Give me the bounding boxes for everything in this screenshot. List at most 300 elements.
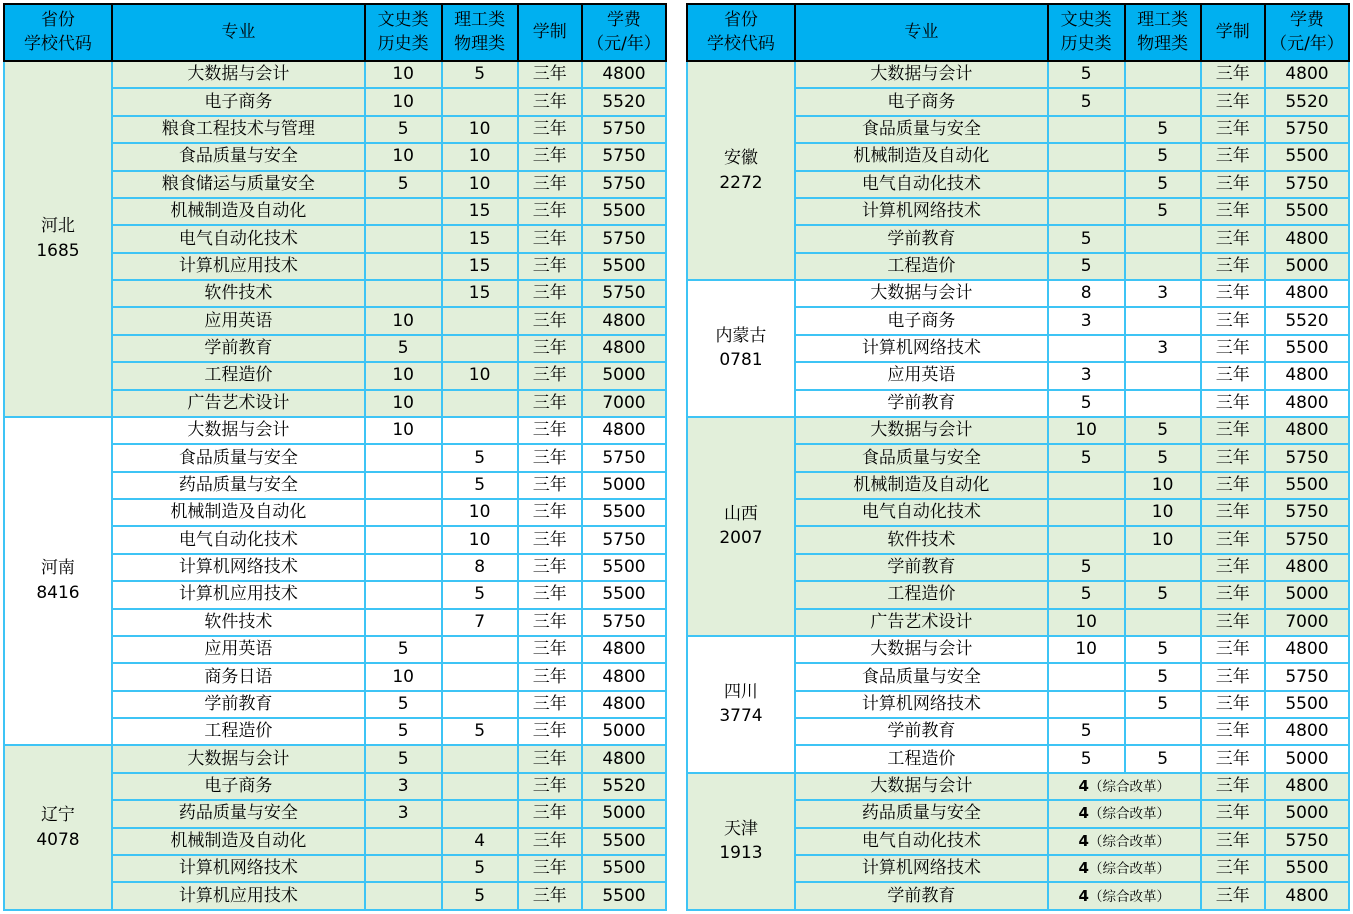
- cell-arts: [365, 198, 442, 225]
- merged-plan-count: 4: [1078, 777, 1089, 796]
- cell-arts: [1048, 171, 1125, 198]
- header-cell-province: [687, 4, 795, 61]
- cell-science: [1125, 88, 1201, 115]
- cell-major: 机械制造及自动化: [112, 198, 365, 225]
- province-name: 安徽: [723, 147, 758, 168]
- cell-science: [442, 390, 518, 417]
- cell-tuition: 5500: [1265, 472, 1349, 499]
- cell-major: 计算机网络技术: [112, 855, 365, 882]
- cell-major: 食品质量与安全: [795, 663, 1048, 690]
- cell-science: [1125, 61, 1201, 88]
- cell-arts: 3: [1048, 362, 1125, 389]
- cell-science: [442, 745, 518, 772]
- cell-major: 学前教育: [795, 390, 1048, 417]
- cell-tuition: 5500: [1265, 335, 1349, 362]
- cell-major: 工程造价: [795, 253, 1048, 280]
- cell-tuition: 4800: [1265, 362, 1349, 389]
- cell-arts: [365, 882, 442, 910]
- cell-major: 药品质量与安全: [112, 472, 365, 499]
- school-code: 1913: [719, 843, 763, 864]
- cell-tuition: 5500: [582, 581, 666, 608]
- cell-duration: 三年: [1201, 198, 1265, 225]
- cell-major: 计算机应用技术: [112, 882, 365, 910]
- cell-duration: 三年: [1201, 88, 1265, 115]
- school-code: 3774: [719, 706, 763, 727]
- cell-arts-science-merged: [1048, 800, 1201, 827]
- cell-arts: [1048, 526, 1125, 553]
- cell-tuition: 4800: [1265, 280, 1349, 307]
- cell-duration: 三年: [1201, 691, 1265, 718]
- cell-tuition: 5000: [1265, 253, 1349, 280]
- cell-tuition: 5500: [1265, 143, 1349, 170]
- cell-duration: 三年: [1201, 116, 1265, 143]
- cell-science: [442, 636, 518, 663]
- cell-duration: 三年: [518, 362, 582, 389]
- cell-arts: [365, 444, 442, 471]
- header-tuition-line1: 学费: [1289, 9, 1324, 30]
- cell-tuition: 4800: [1265, 390, 1349, 417]
- cell-major: 食品质量与安全: [795, 116, 1048, 143]
- cell-arts: 10: [1048, 609, 1125, 636]
- cell-science: 5: [442, 855, 518, 882]
- cell-duration: 三年: [518, 444, 582, 471]
- cell-arts: [365, 499, 442, 526]
- header-science-line2: 物理类: [454, 33, 506, 54]
- cell-province: [4, 745, 112, 910]
- cell-arts: 10: [1048, 636, 1125, 663]
- cell-duration: 三年: [518, 636, 582, 663]
- cell-duration: 三年: [518, 390, 582, 417]
- cell-major: 计算机应用技术: [112, 253, 365, 280]
- merged-plan-count: 4: [1078, 831, 1089, 850]
- cell-duration: 三年: [1201, 225, 1265, 252]
- cell-major: 电子商务: [112, 88, 365, 115]
- cell-major: 机械制造及自动化: [112, 828, 365, 855]
- cell-major: 工程造价: [795, 581, 1048, 608]
- cell-tuition: 5000: [1265, 745, 1349, 772]
- header-cell-province: [4, 4, 112, 61]
- cell-arts-science-merged: [1048, 773, 1201, 800]
- cell-arts: 5: [1048, 390, 1125, 417]
- cell-duration: 三年: [518, 171, 582, 198]
- cell-duration: 三年: [1201, 143, 1265, 170]
- cell-arts: [365, 253, 442, 280]
- cell-tuition: 5750: [1265, 116, 1349, 143]
- cell-arts: [1048, 663, 1125, 690]
- cell-arts: 5: [1048, 61, 1125, 88]
- cell-duration: 三年: [518, 855, 582, 882]
- header-cell-duration: 学制: [518, 4, 582, 61]
- cell-science: 15: [442, 253, 518, 280]
- cell-duration: 三年: [518, 745, 582, 772]
- cell-science: 8: [442, 554, 518, 581]
- cell-arts: 10: [365, 390, 442, 417]
- cell-tuition: 5520: [582, 88, 666, 115]
- cell-arts: 5: [365, 171, 442, 198]
- merged-plan-note: （综合改革）: [1088, 806, 1170, 823]
- cell-tuition: 5500: [582, 828, 666, 855]
- cell-arts: [1048, 198, 1125, 225]
- cell-arts: 5: [1048, 225, 1125, 252]
- header-arts-line1: 文史类: [377, 9, 429, 30]
- header-tuition-line2: （元/年）: [1270, 33, 1344, 54]
- cell-science: [1125, 390, 1201, 417]
- table-row: [687, 636, 1349, 663]
- cell-science: 5: [442, 718, 518, 745]
- header-cell-tuition: [582, 4, 666, 61]
- table-row: [4, 417, 666, 444]
- cell-duration: 三年: [1201, 171, 1265, 198]
- school-code: 1685: [36, 240, 80, 261]
- cell-major: 粮食储运与质量安全: [112, 171, 365, 198]
- cell-duration: 三年: [518, 116, 582, 143]
- cell-arts: 5: [365, 335, 442, 362]
- cell-science: [442, 88, 518, 115]
- cell-duration: 三年: [1201, 554, 1265, 581]
- cell-science: [1125, 253, 1201, 280]
- cell-tuition: 7000: [1265, 609, 1349, 636]
- cell-major: 学前教育: [795, 718, 1048, 745]
- cell-arts: [1048, 472, 1125, 499]
- cell-science: 5: [442, 882, 518, 910]
- cell-duration: 三年: [518, 581, 582, 608]
- cell-science: 15: [442, 198, 518, 225]
- cell-tuition: 7000: [582, 390, 666, 417]
- cell-science: 5: [1125, 636, 1201, 663]
- cell-tuition: 5750: [582, 444, 666, 471]
- cell-duration: 三年: [518, 335, 582, 362]
- cell-arts: [365, 609, 442, 636]
- cell-duration: 三年: [1201, 253, 1265, 280]
- cell-major: 大数据与会计: [795, 636, 1048, 663]
- header-tuition-line2: （元/年）: [587, 33, 661, 54]
- cell-science: 3: [1125, 335, 1201, 362]
- cell-tuition: 4800: [582, 417, 666, 444]
- cell-major: 电子商务: [112, 773, 365, 800]
- cell-major: 大数据与会计: [112, 417, 365, 444]
- cell-major: 应用英语: [112, 636, 365, 663]
- cell-major: 粮食工程技术与管理: [112, 116, 365, 143]
- cell-tuition: 4800: [1265, 61, 1349, 88]
- cell-tuition: 5500: [1265, 198, 1349, 225]
- cell-science: 10: [1125, 499, 1201, 526]
- cell-tuition: 5750: [582, 143, 666, 170]
- table-row: [687, 773, 1349, 800]
- cell-tuition: 5750: [1265, 828, 1349, 855]
- cell-science: 5: [1125, 116, 1201, 143]
- cell-science: [442, 773, 518, 800]
- cell-science: 15: [442, 225, 518, 252]
- province-name: 内蒙古: [715, 325, 767, 346]
- cell-major: 学前教育: [112, 335, 365, 362]
- cell-arts: 10: [365, 88, 442, 115]
- cell-arts: 5: [365, 718, 442, 745]
- cell-tuition: 4800: [1265, 636, 1349, 663]
- cell-science: 10: [1125, 526, 1201, 553]
- cell-arts: 10: [365, 663, 442, 690]
- table-row: [4, 61, 666, 88]
- table-row: [687, 280, 1349, 307]
- cell-science: 3: [1125, 280, 1201, 307]
- cell-duration: 三年: [518, 718, 582, 745]
- cell-major: 计算机网络技术: [795, 198, 1048, 225]
- cell-duration: 三年: [1201, 472, 1265, 499]
- cell-science: 5: [1125, 581, 1201, 608]
- cell-tuition: 4800: [1265, 882, 1349, 910]
- school-code: 2272: [719, 172, 763, 193]
- cell-science: [1125, 609, 1201, 636]
- cell-science: 5: [442, 61, 518, 88]
- cell-major: 电气自动化技术: [112, 225, 365, 252]
- cell-major: 机械制造及自动化: [112, 499, 365, 526]
- cell-province: [687, 417, 795, 636]
- cell-tuition: 5500: [582, 499, 666, 526]
- cell-arts: 10: [365, 61, 442, 88]
- cell-duration: 三年: [518, 554, 582, 581]
- cell-tuition: 5000: [1265, 581, 1349, 608]
- cell-arts-science-merged: [1048, 855, 1201, 882]
- merged-plan-count: 4: [1078, 886, 1089, 905]
- cell-science: [1125, 362, 1201, 389]
- cell-science: [442, 307, 518, 334]
- cell-tuition: 4800: [582, 335, 666, 362]
- header-arts-line2: 历史类: [377, 33, 429, 54]
- header-science-line2: 物理类: [1137, 33, 1189, 54]
- cell-major: 工程造价: [112, 362, 365, 389]
- merged-plan-note: （综合改革）: [1088, 779, 1170, 796]
- cell-major: 计算机网络技术: [795, 691, 1048, 718]
- cell-province: [687, 636, 795, 773]
- merged-plan-note: （综合改革）: [1088, 833, 1170, 850]
- cell-tuition: 4800: [1265, 225, 1349, 252]
- merged-plan-count: 4: [1078, 859, 1089, 878]
- cell-science: [442, 663, 518, 690]
- cell-duration: 三年: [518, 253, 582, 280]
- cell-science: [442, 417, 518, 444]
- cell-tuition: 5520: [1265, 88, 1349, 115]
- cell-science: 5: [1125, 444, 1201, 471]
- merged-plan-count: 4: [1078, 804, 1089, 823]
- cell-major: 学前教育: [795, 554, 1048, 581]
- cell-major: 食品质量与安全: [112, 444, 365, 471]
- cell-major: 软件技术: [112, 280, 365, 307]
- cell-tuition: 5750: [1265, 444, 1349, 471]
- cell-arts: 10: [365, 307, 442, 334]
- cell-arts: 5: [1048, 444, 1125, 471]
- province-name: 天津: [723, 818, 758, 839]
- cell-major: 电气自动化技术: [112, 526, 365, 553]
- province-name: 河北: [40, 216, 75, 237]
- table-row: [4, 745, 666, 772]
- cell-tuition: 5000: [582, 472, 666, 499]
- cell-arts: [365, 581, 442, 608]
- cell-tuition: 4800: [582, 636, 666, 663]
- cell-tuition: 4800: [582, 61, 666, 88]
- cell-arts: 5: [1048, 581, 1125, 608]
- cell-major: 大数据与会计: [795, 61, 1048, 88]
- cell-tuition: 5500: [1265, 855, 1349, 882]
- cell-province: [687, 61, 795, 280]
- cell-tuition: 5000: [582, 800, 666, 827]
- cell-duration: 三年: [518, 417, 582, 444]
- admission-table-left: [3, 3, 667, 911]
- table-row: [687, 61, 1349, 88]
- cell-duration: 三年: [518, 61, 582, 88]
- cell-duration: 三年: [518, 773, 582, 800]
- header-cell-duration: 学制: [1201, 4, 1265, 61]
- cell-major: 商务日语: [112, 663, 365, 690]
- cell-arts: 10: [365, 143, 442, 170]
- header-province-line1: 省份: [40, 9, 75, 30]
- province-name: 河南: [40, 558, 75, 579]
- cell-science: 5: [1125, 745, 1201, 772]
- cell-tuition: 5750: [1265, 526, 1349, 553]
- cell-arts: 5: [365, 745, 442, 772]
- cell-tuition: 5000: [582, 362, 666, 389]
- table-body-left: [4, 61, 666, 910]
- header-cell-arts: [1048, 4, 1125, 61]
- cell-duration: 三年: [1201, 61, 1265, 88]
- cell-arts: [365, 828, 442, 855]
- cell-arts: 5: [1048, 554, 1125, 581]
- cell-major: 计算机应用技术: [112, 581, 365, 608]
- cell-province: [687, 773, 795, 910]
- cell-duration: 三年: [518, 609, 582, 636]
- cell-arts: 8: [1048, 280, 1125, 307]
- cell-major: 大数据与会计: [112, 61, 365, 88]
- cell-major: 电气自动化技术: [795, 828, 1048, 855]
- cell-science: 10: [442, 499, 518, 526]
- cell-major: 食品质量与安全: [112, 143, 365, 170]
- header-cell-arts: [365, 4, 442, 61]
- cell-science: 5: [1125, 198, 1201, 225]
- cell-tuition: 4800: [1265, 417, 1349, 444]
- cell-duration: 三年: [1201, 417, 1265, 444]
- cell-arts: [1048, 335, 1125, 362]
- cell-duration: 三年: [1201, 855, 1265, 882]
- province-name: 四川: [723, 681, 758, 702]
- cell-duration: 三年: [1201, 800, 1265, 827]
- cell-arts: 5: [365, 636, 442, 663]
- cell-major: 计算机网络技术: [112, 554, 365, 581]
- cell-major: 大数据与会计: [795, 417, 1048, 444]
- cell-duration: 三年: [1201, 499, 1265, 526]
- cell-arts-science-merged: [1048, 882, 1201, 910]
- cell-major: 应用英语: [795, 362, 1048, 389]
- header-tuition-line1: 学费: [606, 9, 641, 30]
- school-code: 4078: [36, 829, 80, 850]
- cell-major: 计算机网络技术: [795, 855, 1048, 882]
- cell-duration: 三年: [518, 828, 582, 855]
- cell-major: 药品质量与安全: [795, 800, 1048, 827]
- cell-province: [687, 280, 795, 417]
- cell-arts: 10: [365, 362, 442, 389]
- header-province-line2: 学校代码: [706, 33, 775, 54]
- header-cell-major: 专业: [795, 4, 1048, 61]
- cell-arts: 5: [1048, 88, 1125, 115]
- cell-science: [1125, 307, 1201, 334]
- cell-tuition: 5500: [582, 554, 666, 581]
- cell-arts: [365, 526, 442, 553]
- cell-duration: 三年: [1201, 390, 1265, 417]
- cell-arts: 10: [1048, 417, 1125, 444]
- cell-tuition: 5500: [582, 882, 666, 910]
- cell-science: [442, 691, 518, 718]
- cell-science: 10: [1125, 472, 1201, 499]
- cell-duration: 三年: [518, 691, 582, 718]
- cell-arts: 5: [365, 691, 442, 718]
- header-row: [687, 4, 1349, 61]
- cell-major: 学前教育: [795, 225, 1048, 252]
- cell-major: 学前教育: [795, 882, 1048, 910]
- cell-tuition: 5500: [582, 198, 666, 225]
- header-arts-line2: 历史类: [1060, 33, 1112, 54]
- cell-science: 5: [442, 581, 518, 608]
- cell-arts: [365, 855, 442, 882]
- cell-arts: 5: [365, 116, 442, 143]
- cell-duration: 三年: [518, 225, 582, 252]
- cell-tuition: 5520: [1265, 307, 1349, 334]
- cell-arts: [365, 472, 442, 499]
- cell-major: 广告艺术设计: [112, 390, 365, 417]
- cell-major: 工程造价: [112, 718, 365, 745]
- header-cell-science: [1125, 4, 1201, 61]
- cell-major: 应用英语: [112, 307, 365, 334]
- cell-major: 机械制造及自动化: [795, 143, 1048, 170]
- cell-science: 5: [1125, 417, 1201, 444]
- cell-tuition: 4800: [1265, 718, 1349, 745]
- admission-table-right: [686, 3, 1350, 911]
- cell-duration: 三年: [1201, 609, 1265, 636]
- cell-duration: 三年: [1201, 636, 1265, 663]
- cell-tuition: 4800: [582, 691, 666, 718]
- cell-major: 软件技术: [112, 609, 365, 636]
- cell-major: 食品质量与安全: [795, 444, 1048, 471]
- cell-arts: 3: [365, 773, 442, 800]
- cell-science: 5: [442, 444, 518, 471]
- cell-province: [4, 417, 112, 746]
- cell-science: 5: [1125, 663, 1201, 690]
- cell-arts-science-merged: [1048, 828, 1201, 855]
- cell-tuition: 5750: [582, 609, 666, 636]
- cell-tuition: 4800: [1265, 554, 1349, 581]
- cell-tuition: 5000: [1265, 800, 1349, 827]
- cell-duration: 三年: [1201, 335, 1265, 362]
- cell-duration: 三年: [1201, 745, 1265, 772]
- cell-duration: 三年: [1201, 718, 1265, 745]
- cell-science: 5: [1125, 171, 1201, 198]
- header-cell-major: 专业: [112, 4, 365, 61]
- cell-science: [442, 335, 518, 362]
- cell-tuition: 4800: [582, 307, 666, 334]
- cell-arts: 5: [1048, 253, 1125, 280]
- header-cell-science: [442, 4, 518, 61]
- cell-tuition: 5750: [582, 116, 666, 143]
- cell-duration: 三年: [1201, 307, 1265, 334]
- school-code: 8416: [36, 583, 80, 604]
- cell-science: 10: [442, 171, 518, 198]
- cell-major: 药品质量与安全: [112, 800, 365, 827]
- cell-major: 广告艺术设计: [795, 609, 1048, 636]
- cell-arts: 5: [1048, 718, 1125, 745]
- merged-plan-note: （综合改革）: [1088, 888, 1170, 905]
- cell-tuition: 5750: [1265, 663, 1349, 690]
- cell-duration: 三年: [1201, 362, 1265, 389]
- cell-major: 大数据与会计: [795, 280, 1048, 307]
- merged-plan-note: （综合改革）: [1088, 861, 1170, 878]
- cell-major: 大数据与会计: [112, 745, 365, 772]
- cell-duration: 三年: [518, 280, 582, 307]
